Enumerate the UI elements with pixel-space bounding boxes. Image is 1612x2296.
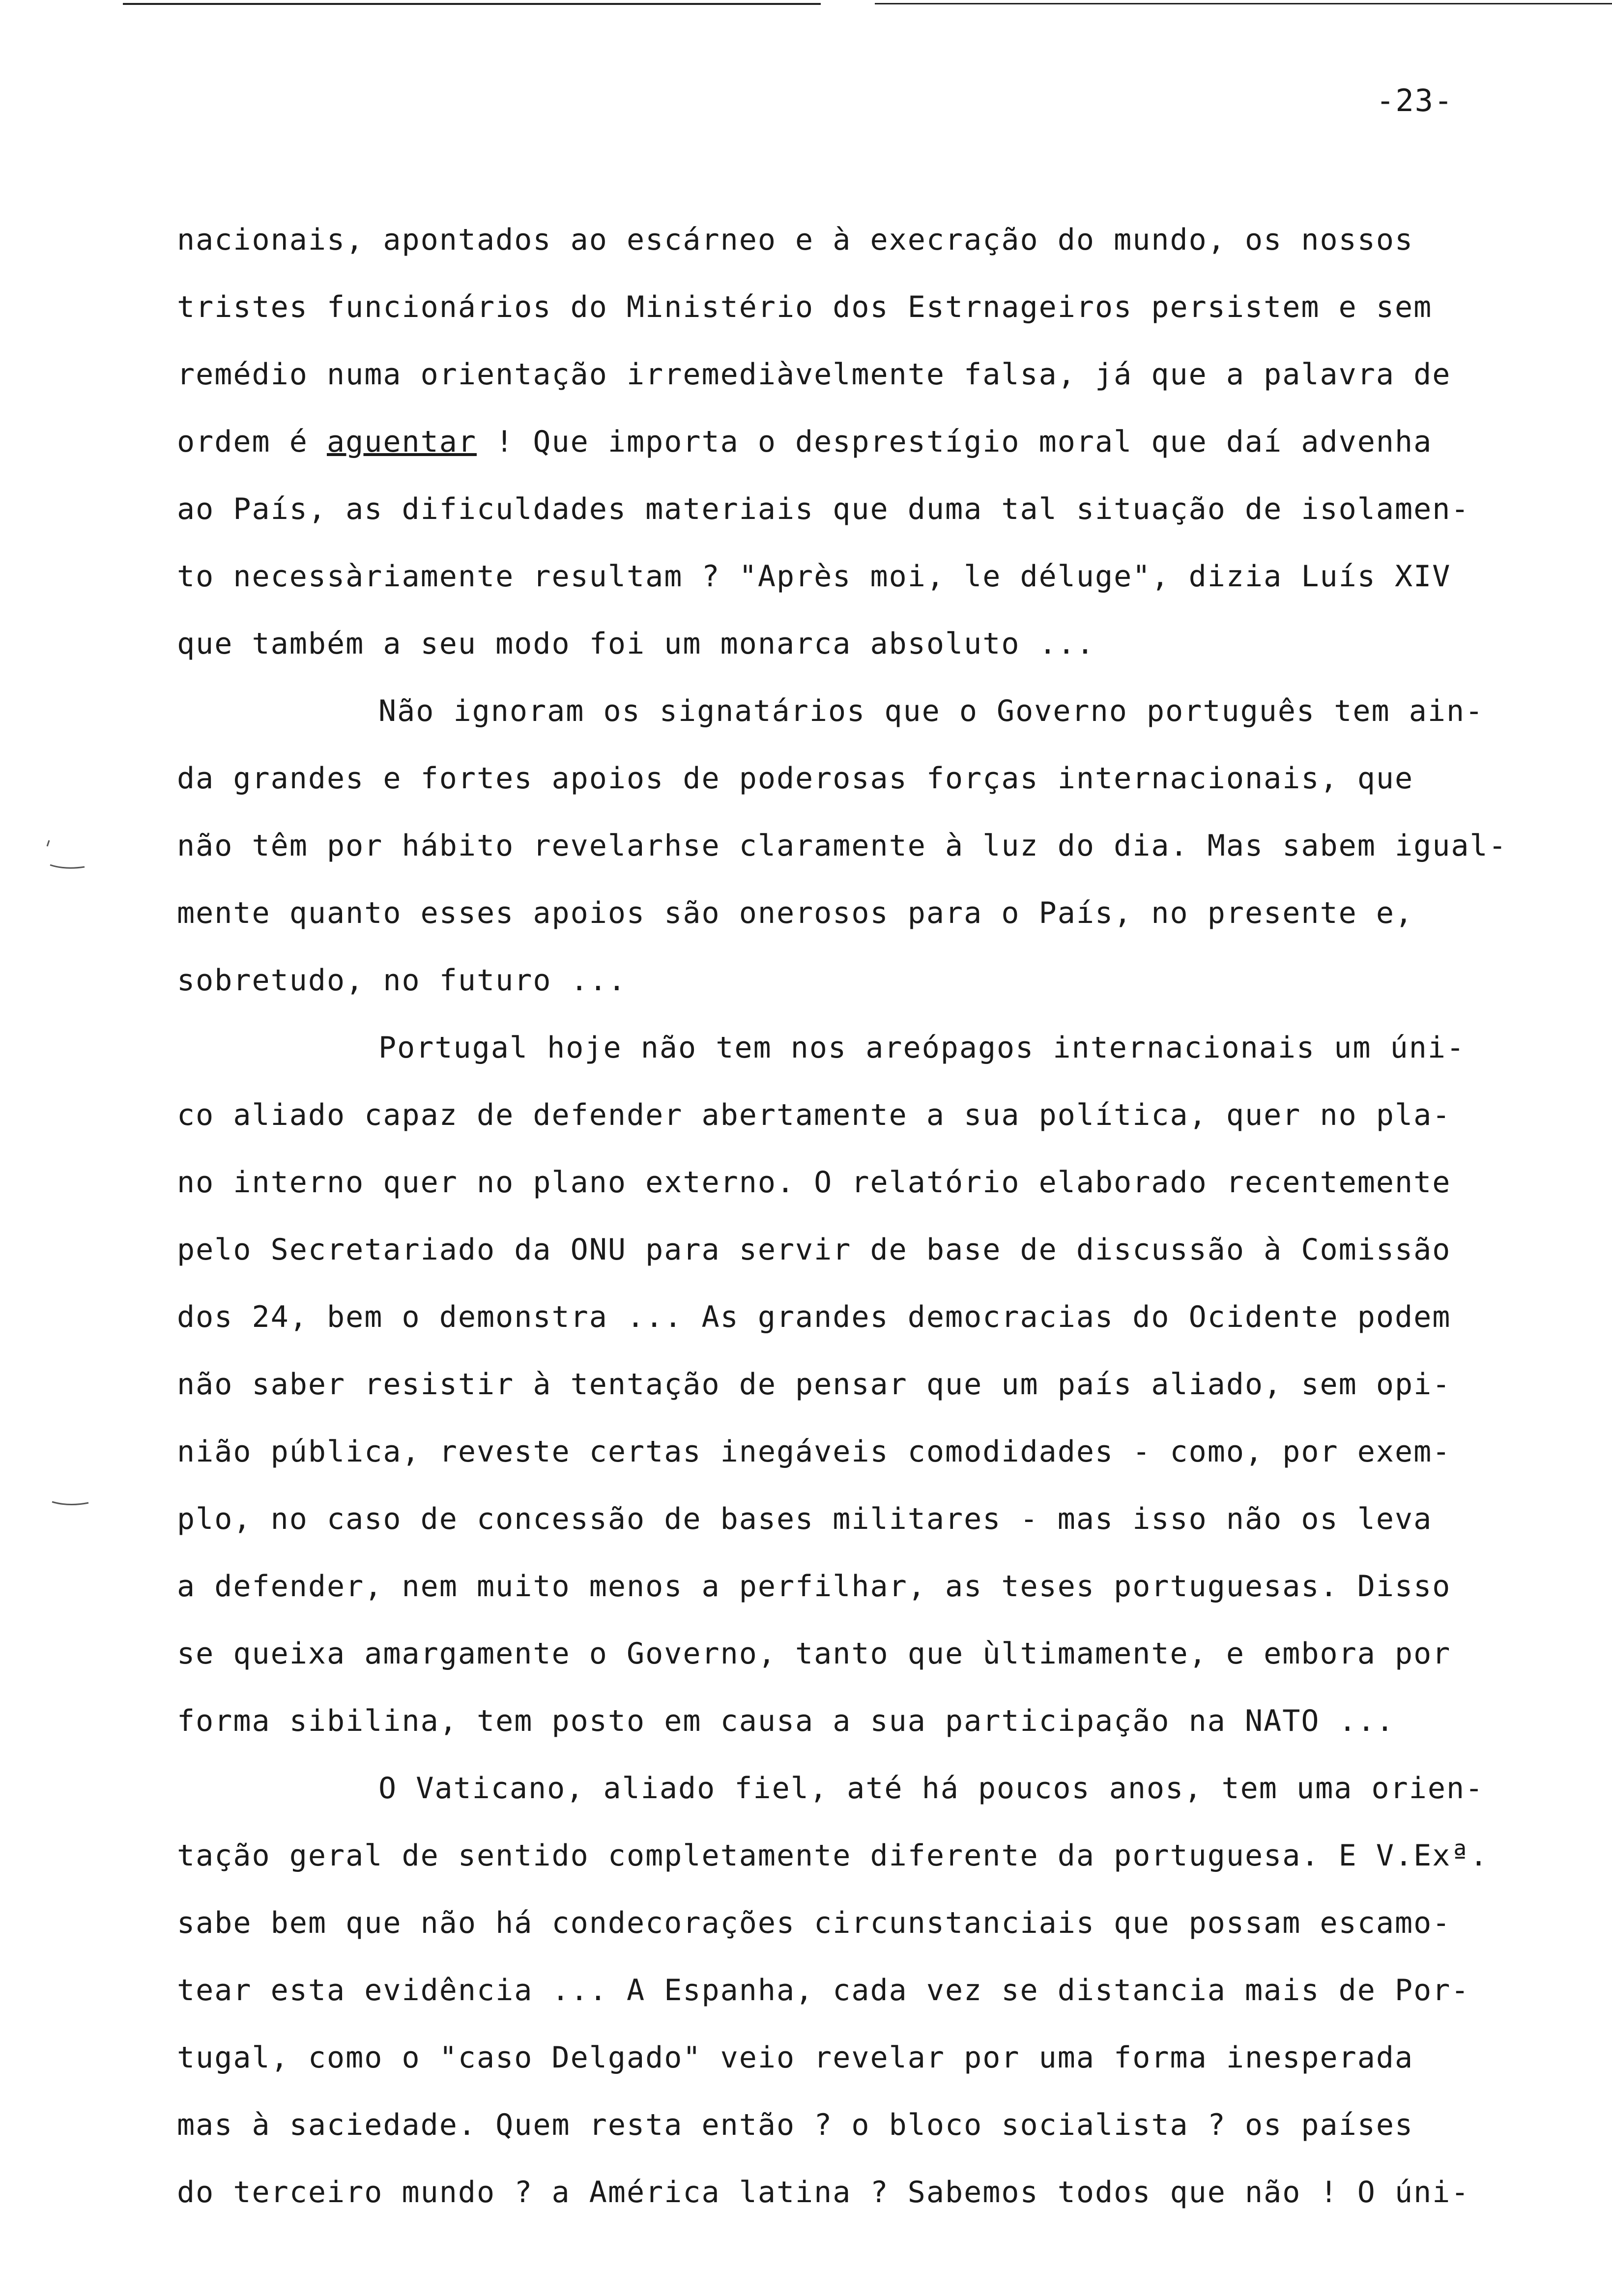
text-line [177,408,1602,476]
top-rule-left [123,3,821,5]
text-line: da grandes e fortes apoios de poderosas forças internacionais, que [177,761,1414,796]
text-line: tação geral de sentido completamente diferente da portuguesa. E V.Exª. [177,1838,1489,1873]
text-line: remédio numa orientação irremediàvelmente falsa, já que a palavra de [177,357,1451,392]
text-line: não têm por hábito revelarhse claramente à luz do dia. Mas sabem igual- [177,829,1507,863]
underlined-word: aguentar [326,425,477,459]
text-line: nacionais, apontados ao escárneo e à execração do mundo, os nossos [177,223,1414,257]
text-line: pelo Secretariado da ONU para servir de base de discussão à Comissão [177,1233,1451,1267]
text-line: se queixa amargamente o Governo, tanto que ùltimamente, e embora por [177,1636,1451,1671]
margin-pencil-mark [49,1489,93,1518]
text-line: sabe bem que não há condecorações circunstanciais que possam escamo- [177,1906,1451,1940]
text-line: que também a seu modo foi um monarca absoluto ... [177,627,1095,661]
text-line: to necessàriamente resultam ? "Après moi, le déluge", dizia Luís XIV [177,559,1451,594]
text-line: sobretudo, no futuro ... [177,963,627,998]
text-line: tear esta evidência ... A Espanha, cada vez se distancia mais de Por- [177,1973,1470,2008]
text-line: a defender, nem muito menos a perfilhar, as teses portuguesas. Disso [177,1569,1451,1604]
page-number: -23- [1376,83,1454,118]
text-line: ao País, as dificuldades materiais que duma tal situação de isolamen- [177,492,1470,526]
text-line: forma sibilina, tem posto em causa a sua participação na NATO ... [177,1704,1395,1738]
text-line: tristes funcionários do Ministério dos Estrnageiros persistem e sem [177,290,1433,324]
text-line: co aliado capaz de defender abertamente a sua política, quer no pla- [177,1098,1451,1132]
text-line: mas à saciedade. Quem resta então ? o bloco socialista ? os países [177,2108,1414,2142]
text-segment: ordem é [177,425,327,459]
text-line: dos 24, bem o demonstra ... As grandes democracias do Ocidente podem [177,1300,1451,1334]
paragraph-start-line: Portugal hoje não tem nos areópagos internacionais um úni- [378,1031,1466,1065]
text-line: mente quanto esses apoios são onerosos para o País, no presente e, [177,896,1414,930]
margin-pencil-mark [45,835,89,881]
text-line: plo, no caso de concessão de bases militares - mas isso não os leva [177,1502,1433,1536]
text-line: do terceiro mundo ? a América latina ? Sabemos todos que não ! O úni- [177,2175,1470,2210]
text-line: no interno quer no plano externo. O relatório elaborado recentemente [177,1165,1451,1200]
text-line: tugal, como o "caso Delgado" veio revelar por uma forma inesperada [177,2040,1414,2075]
text-line: nião pública, reveste certas inegáveis comodidades - como, por exem- [177,1435,1451,1469]
body-text [177,206,1602,2226]
paragraph-start-line: Não ignoram os signatários que o Governo português tem ain- [378,694,1484,728]
top-rule-right [875,3,1612,4]
paragraph-start-line: O Vaticano, aliado fiel, até há poucos anos, tem uma orien- [378,1771,1484,1806]
text-line: não saber resistir à tentação de pensar que um país aliado, sem opi- [177,1367,1451,1402]
text-segment: ! Que importa o desprestígio moral que daí advenha [476,425,1433,459]
